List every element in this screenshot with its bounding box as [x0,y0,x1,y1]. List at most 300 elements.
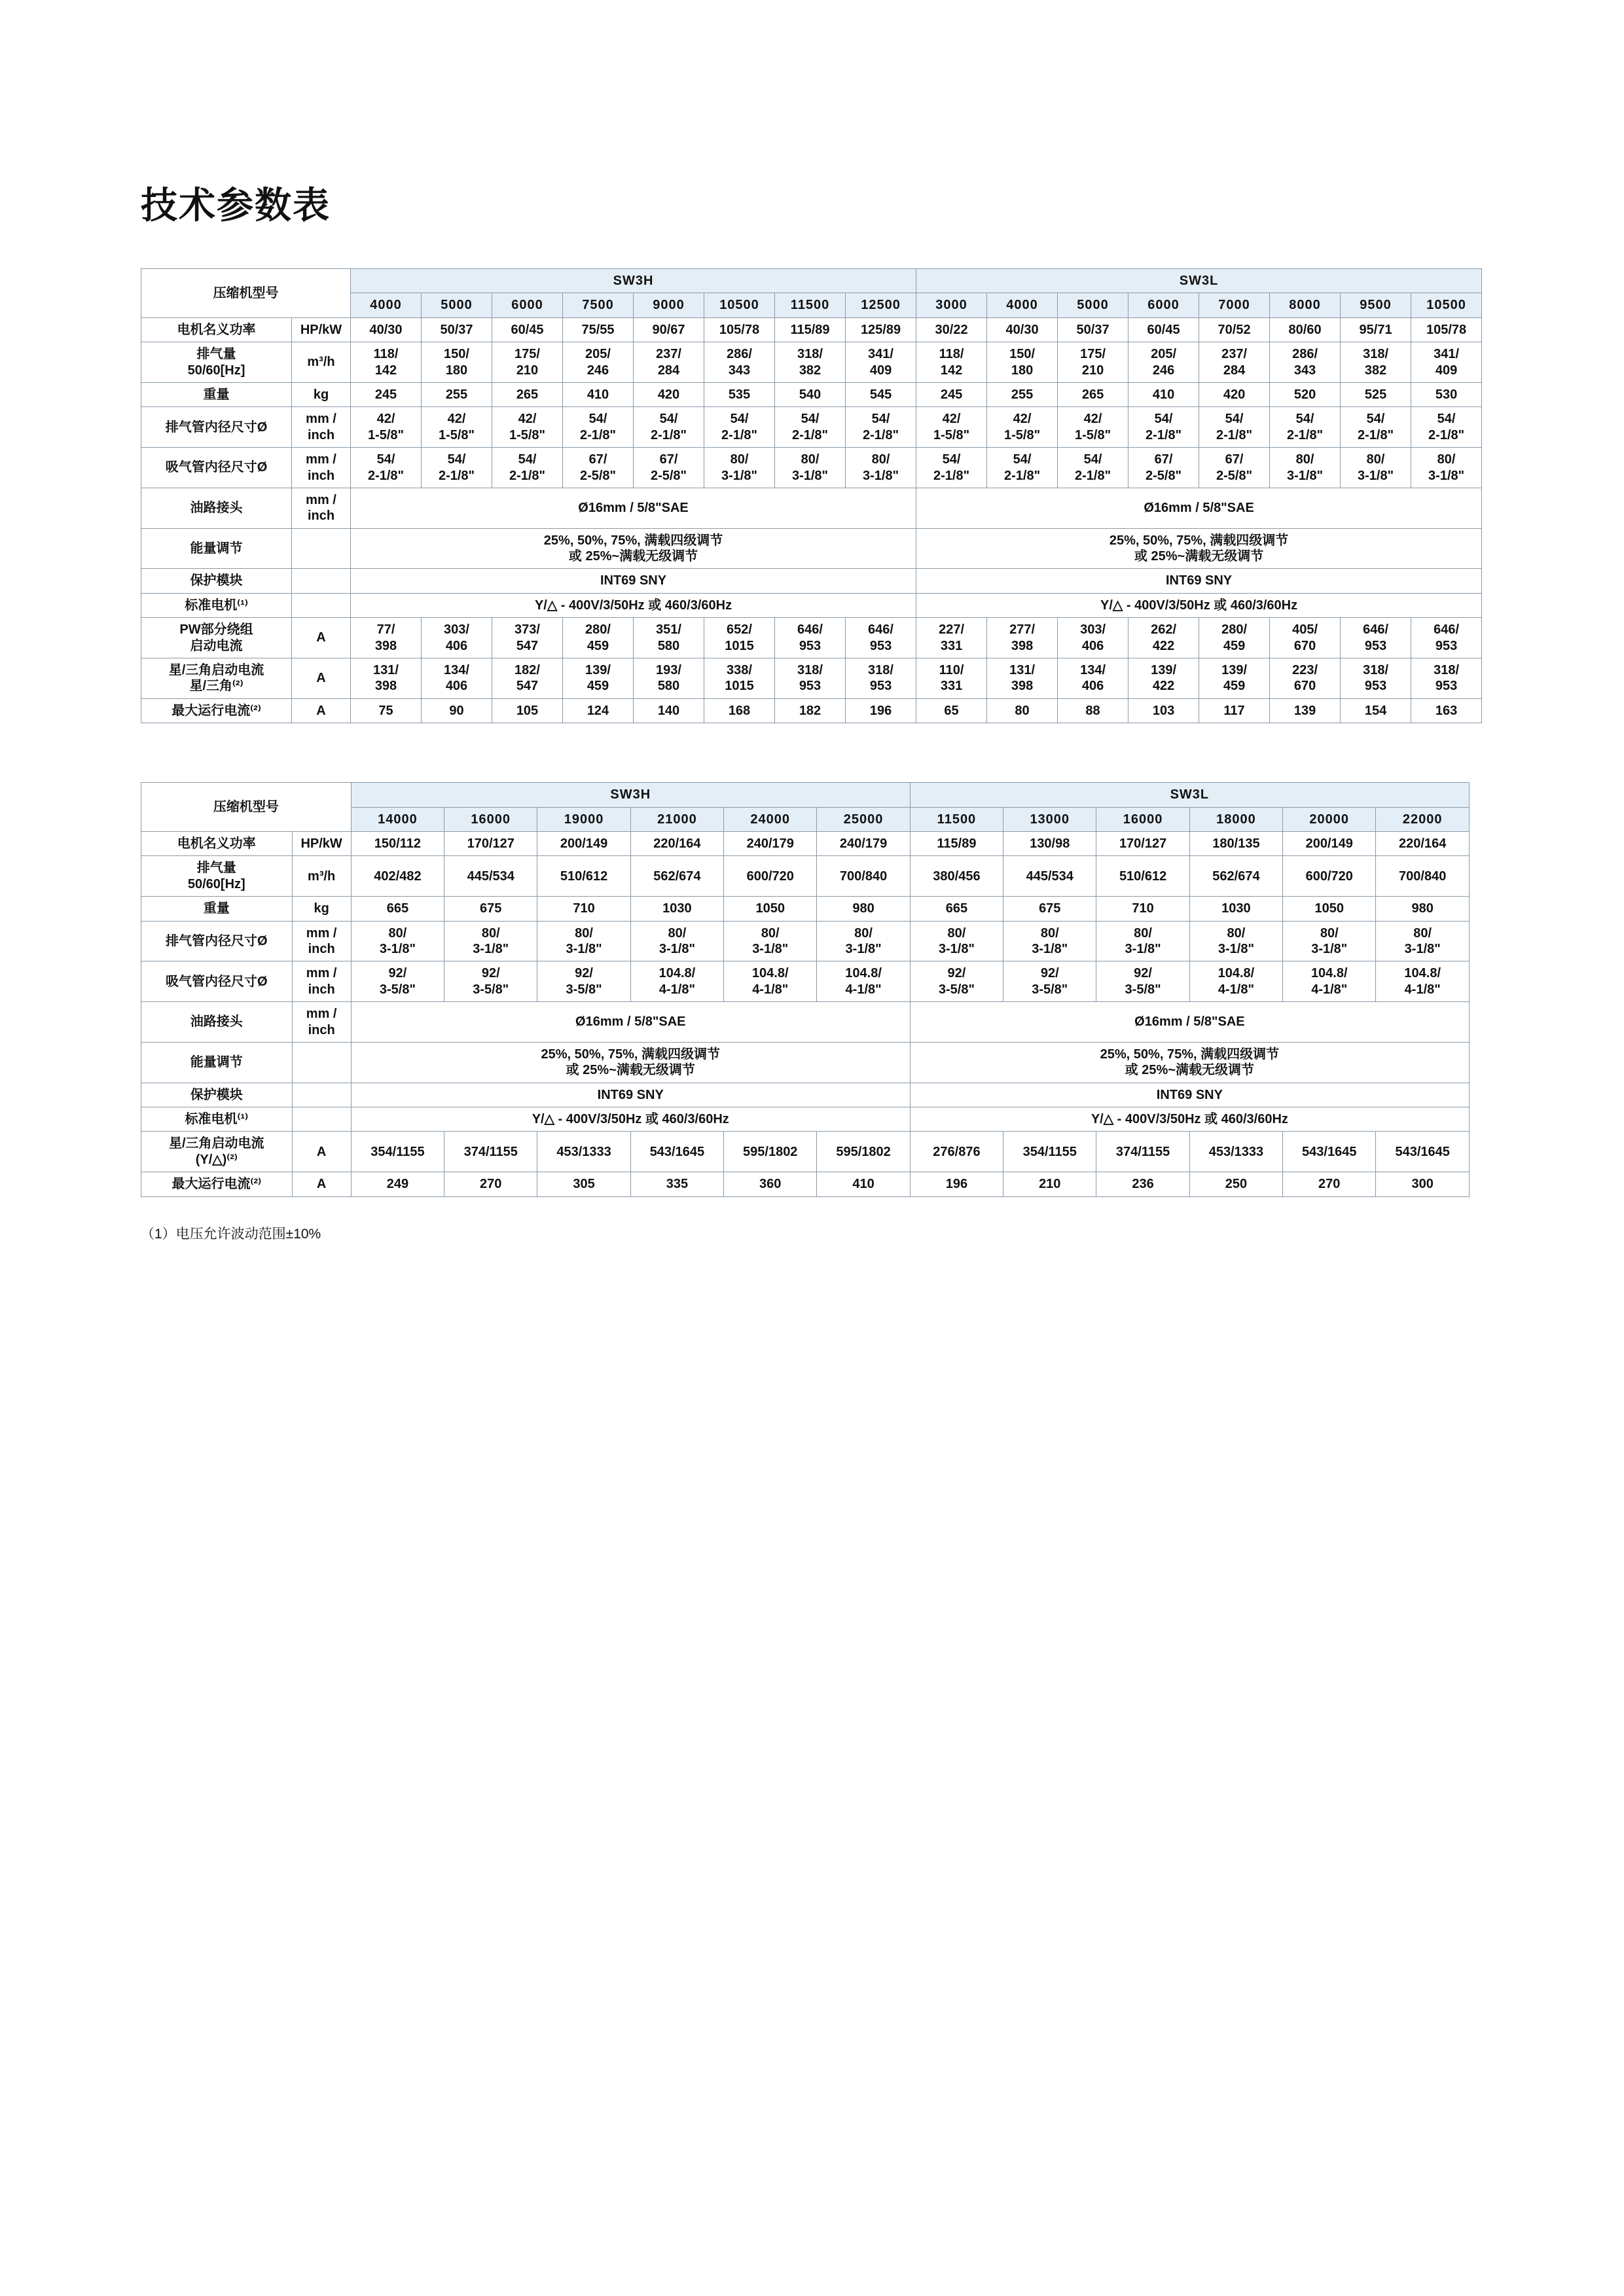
model-header: 14000 [351,807,444,831]
data-cell: 80/ 3-1/8" [537,921,630,961]
row-unit: mm / inch [292,1002,351,1043]
row-merged-value: Y/△ - 400V/3/50Hz 或 460/3/60Hz [916,593,1482,617]
data-cell: 237/ 284 [634,342,704,383]
row-label: 排气管内径尺寸Ø [141,407,292,448]
data-cell: 530 [1411,382,1482,406]
data-cell: 105/78 [704,317,775,342]
data-cell: 154 [1341,698,1411,723]
data-cell: 196 [910,1172,1003,1196]
data-cell: 236 [1096,1172,1189,1196]
data-cell: 280/ 459 [563,618,634,658]
data-cell: 286/ 343 [704,342,775,383]
data-cell: 318/ 953 [1341,658,1411,699]
row-unit: A [292,618,351,658]
table-row [141,569,1482,593]
data-cell: 92/ 3-5/8" [1096,961,1189,1002]
row-merged-value: 25%, 50%, 75%, 满载四级调节 或 25%~满载无级调节 [910,1042,1469,1083]
table-row [141,1172,1470,1196]
row-label: 重量 [141,897,293,921]
data-cell: 139/ 422 [1128,658,1199,699]
table-row [141,407,1482,448]
row-merged-value: INT69 SNY [916,569,1482,593]
data-cell: 104.8/ 4-1/8" [1283,961,1376,1002]
data-cell: 50/37 [422,317,492,342]
data-cell: 245 [916,382,987,406]
data-cell: 240/179 [724,831,817,855]
row-merged-value: 25%, 50%, 75%, 满载四级调节 或 25%~满载无级调节 [351,1042,910,1083]
model-header: 5000 [1058,293,1128,317]
data-cell: 110/ 331 [916,658,987,699]
model-header: 18000 [1189,807,1282,831]
data-cell: 150/112 [351,831,444,855]
data-cell: 510/612 [1096,856,1189,897]
data-cell: 700/840 [817,856,910,897]
model-header: 7500 [563,293,634,317]
data-cell: 410 [817,1172,910,1196]
data-cell: 562/674 [630,856,723,897]
data-cell: 710 [537,897,630,921]
data-cell: 193/ 580 [634,658,704,699]
data-cell: 410 [1128,382,1199,406]
data-cell: 223/ 670 [1270,658,1341,699]
data-cell: 595/1802 [817,1132,910,1172]
table-row [141,856,1470,897]
data-cell: 445/534 [1003,856,1096,897]
data-cell: 710 [1096,897,1189,921]
data-cell: 92/ 3-5/8" [910,961,1003,1002]
row-label: 电机名义功率 [141,317,292,342]
data-cell: 200/149 [537,831,630,855]
data-cell: 168 [704,698,775,723]
row-unit: A [292,1172,351,1196]
data-cell: 652/ 1015 [704,618,775,658]
data-cell: 270 [444,1172,537,1196]
data-cell: 118/ 142 [351,342,422,383]
data-cell: 196 [846,698,916,723]
row-unit: mm / inch [292,407,351,448]
data-cell: 42/ 1-5/8" [1058,407,1128,448]
row-label: 保护模块 [141,1083,293,1107]
data-cell: 420 [634,382,704,406]
row-label: 星/三角启动电流 星/三角⁽²⁾ [141,658,292,699]
data-cell: 131/ 398 [987,658,1058,699]
data-cell: 67/ 2-5/8" [1199,448,1270,488]
model-header: 13000 [1003,807,1096,831]
data-cell: 354/1155 [1003,1132,1096,1172]
model-header: 3000 [916,293,987,317]
spec-table-2 [141,782,1470,1196]
table-row [141,658,1482,699]
data-cell: 318/ 953 [775,658,846,699]
data-cell: 70/52 [1199,317,1270,342]
table-row [141,1132,1470,1172]
model-header: 9000 [634,293,704,317]
data-cell: 42/ 1-5/8" [351,407,422,448]
data-cell: 280/ 459 [1199,618,1270,658]
table-row [141,1083,1470,1107]
table-row [141,897,1470,921]
data-cell: 95/71 [1341,317,1411,342]
data-cell: 402/482 [351,856,444,897]
data-cell: 54/ 2-1/8" [634,407,704,448]
data-cell: 60/45 [492,317,563,342]
data-cell: 646/ 953 [1411,618,1482,658]
row-merged-value: Y/△ - 400V/3/50Hz 或 460/3/60Hz [910,1107,1469,1132]
table-row [141,1002,1470,1043]
data-cell: 175/ 210 [492,342,563,383]
data-cell: 255 [422,382,492,406]
data-cell: 80/ 3-1/8" [846,448,916,488]
data-cell: 42/ 1-5/8" [422,407,492,448]
data-cell: 54/ 2-1/8" [422,448,492,488]
data-cell: 54/ 2-1/8" [1199,407,1270,448]
row-merged-value: INT69 SNY [351,1083,910,1107]
row-label: 能量调节 [141,528,292,569]
model-header: 7000 [1199,293,1270,317]
data-cell: 90/67 [634,317,704,342]
data-cell: 303/ 406 [1058,618,1128,658]
data-cell: 318/ 382 [775,342,846,383]
data-cell: 276/876 [910,1132,1003,1172]
data-cell: 92/ 3-5/8" [351,961,444,1002]
data-cell: 80/ 3-1/8" [817,921,910,961]
data-cell: 65 [916,698,987,723]
data-cell: 80/ 3-1/8" [444,921,537,961]
model-header: 16000 [1096,807,1189,831]
data-cell: 980 [1376,897,1470,921]
table-row [141,1042,1470,1083]
data-cell: 182/ 547 [492,658,563,699]
data-cell: 305 [537,1172,630,1196]
table-row [141,698,1482,723]
data-cell: 351/ 580 [634,618,704,658]
data-cell: 139/ 459 [1199,658,1270,699]
row-unit: A [292,1132,351,1172]
data-cell: 600/720 [724,856,817,897]
data-cell: 92/ 3-5/8" [537,961,630,1002]
data-cell: 67/ 2-5/8" [563,448,634,488]
model-header: 6000 [1128,293,1199,317]
data-cell: 665 [351,897,444,921]
data-cell: 54/ 2-1/8" [1058,448,1128,488]
row-label: 能量调节 [141,1042,293,1083]
row-label: 最大运行电流⁽²⁾ [141,698,292,723]
data-cell: 543/1645 [1376,1132,1470,1172]
data-cell: 92/ 3-5/8" [1003,961,1096,1002]
data-cell: 131/ 398 [351,658,422,699]
data-cell: 130/98 [1003,831,1096,855]
row-label: 保护模块 [141,569,292,593]
row-unit: mm / inch [292,488,351,528]
data-cell: 80/ 3-1/8" [910,921,1003,961]
data-cell: 54/ 2-1/8" [492,448,563,488]
data-cell: 420 [1199,382,1270,406]
data-cell: 60/45 [1128,317,1199,342]
data-cell: 54/ 2-1/8" [916,448,987,488]
data-cell: 675 [444,897,537,921]
data-cell: 300 [1376,1172,1470,1196]
row-label: 排气量 50/60[Hz] [141,856,293,897]
row-merged-value: Y/△ - 400V/3/50Hz 或 460/3/60Hz [351,593,916,617]
data-cell: 980 [817,897,910,921]
model-header: 20000 [1283,807,1376,831]
row-label: 吸气管内径尺寸Ø [141,448,292,488]
table-row [141,593,1482,617]
table-row [141,961,1470,1002]
model-header: 12500 [846,293,916,317]
data-cell: 374/1155 [444,1132,537,1172]
footnote: （1）电压允许波动范围±10% [141,1226,321,1242]
data-cell: 237/ 284 [1199,342,1270,383]
data-cell: 341/ 409 [846,342,916,383]
data-cell: 105/78 [1411,317,1482,342]
row-label: 排气量 50/60[Hz] [141,342,292,383]
data-cell: 80/ 3-1/8" [704,448,775,488]
row-label: 电机名义功率 [141,831,293,855]
row-label: 排气管内径尺寸Ø [141,921,293,961]
data-cell: 595/1802 [724,1132,817,1172]
data-cell: 125/89 [846,317,916,342]
data-cell: 227/ 331 [916,618,987,658]
row-label: 重量 [141,382,292,406]
data-cell: 134/ 406 [422,658,492,699]
model-header: 22000 [1376,807,1470,831]
data-cell: 205/ 246 [1128,342,1199,383]
data-cell: 54/ 2-1/8" [1270,407,1341,448]
data-cell: 545 [846,382,916,406]
data-cell: 54/ 2-1/8" [1128,407,1199,448]
data-cell: 646/ 953 [775,618,846,658]
model-header: 5000 [422,293,492,317]
data-cell: 1030 [630,897,723,921]
model-header: 9500 [1341,293,1411,317]
data-cell: 543/1645 [630,1132,723,1172]
data-cell: 360 [724,1172,817,1196]
row-merged-value: Ø16mm / 5/8"SAE [910,1002,1469,1043]
data-cell: 80/ 3-1/8" [630,921,723,961]
table-row [141,921,1470,961]
data-cell: 67/ 2-5/8" [634,448,704,488]
row-label: 最大运行电流⁽²⁾ [141,1172,293,1196]
data-cell: 373/ 547 [492,618,563,658]
row-unit [292,1107,351,1132]
data-cell: 175/ 210 [1058,342,1128,383]
row-unit: kg [292,382,351,406]
table-row [141,618,1482,658]
data-cell: 245 [351,382,422,406]
data-cell: 117 [1199,698,1270,723]
data-cell: 80 [987,698,1058,723]
row-unit: m³/h [292,342,351,383]
data-cell: 255 [987,382,1058,406]
row-unit [292,593,351,617]
data-cell: 262/ 422 [1128,618,1199,658]
data-cell: 54/ 2-1/8" [704,407,775,448]
data-cell: 54/ 2-1/8" [775,407,846,448]
data-cell: 646/ 953 [846,618,916,658]
series-header-sw3l: SW3L [916,269,1482,293]
data-cell: 380/456 [910,856,1003,897]
series-header-sw3l: SW3L [910,783,1469,807]
row-merged-value: Ø16mm / 5/8"SAE [351,1002,910,1043]
row-label: 标准电机⁽¹⁾ [141,1107,293,1132]
data-cell: 75/55 [563,317,634,342]
data-cell: 1030 [1189,897,1282,921]
data-cell: 665 [910,897,1003,921]
data-cell: 240/179 [817,831,910,855]
row-label: 星/三角启动电流 (Y/△)⁽²⁾ [141,1132,293,1172]
data-cell: 277/ 398 [987,618,1058,658]
data-cell: 286/ 343 [1270,342,1341,383]
data-cell: 80/ 3-1/8" [724,921,817,961]
model-header: 10500 [1411,293,1482,317]
data-cell: 163 [1411,698,1482,723]
data-cell: 80/ 3-1/8" [351,921,444,961]
series-header-sw3h: SW3H [351,783,910,807]
row-merged-value: Ø16mm / 5/8"SAE [916,488,1482,528]
data-cell: 80/60 [1270,317,1341,342]
data-cell: 80/ 3-1/8" [775,448,846,488]
data-cell: 54/ 2-1/8" [846,407,916,448]
data-cell: 210 [1003,1172,1096,1196]
row-unit: m³/h [292,856,351,897]
model-header: 6000 [492,293,563,317]
data-cell: 410 [563,382,634,406]
data-cell: 139 [1270,698,1341,723]
row-unit: HP/kW [292,317,351,342]
model-header: 8000 [1270,293,1341,317]
data-cell: 80/ 3-1/8" [1096,921,1189,961]
table-row [141,317,1482,342]
table-row [141,342,1482,383]
model-header: 19000 [537,807,630,831]
data-cell: 104.8/ 4-1/8" [1376,961,1470,1002]
data-cell: 270 [1283,1172,1376,1196]
model-header: 21000 [630,807,723,831]
data-cell: 150/ 180 [987,342,1058,383]
data-cell: 453/1333 [537,1132,630,1172]
data-cell: 250 [1189,1172,1282,1196]
data-cell: 134/ 406 [1058,658,1128,699]
data-cell: 104.8/ 4-1/8" [630,961,723,1002]
data-cell: 220/164 [1376,831,1470,855]
data-cell: 42/ 1-5/8" [916,407,987,448]
row-unit: mm / inch [292,448,351,488]
row-unit: kg [292,897,351,921]
data-cell: 249 [351,1172,444,1196]
data-cell: 543/1645 [1283,1132,1376,1172]
data-cell: 104.8/ 4-1/8" [724,961,817,1002]
model-header: 16000 [444,807,537,831]
data-cell: 525 [1341,382,1411,406]
data-cell: 150/ 180 [422,342,492,383]
data-cell: 265 [492,382,563,406]
data-cell: 170/127 [1096,831,1189,855]
data-cell: 180/135 [1189,831,1282,855]
data-cell: 338/ 1015 [704,658,775,699]
row-unit: A [292,698,351,723]
row-unit: A [292,658,351,699]
row-merged-value: INT69 SNY [910,1083,1469,1107]
data-cell: 700/840 [1376,856,1470,897]
data-cell: 104.8/ 4-1/8" [817,961,910,1002]
row-label: 标准电机⁽¹⁾ [141,593,292,617]
data-cell: 341/ 409 [1411,342,1482,383]
data-cell: 42/ 1-5/8" [987,407,1058,448]
table-row [141,382,1482,406]
data-cell: 103 [1128,698,1199,723]
data-cell: 170/127 [444,831,537,855]
row-label: 油路接头 [141,1002,293,1043]
row-merged-value: Ø16mm / 5/8"SAE [351,488,916,528]
data-cell: 54/ 2-1/8" [351,448,422,488]
table-row [141,1107,1470,1132]
row-label: PW部分绕组 启动电流 [141,618,292,658]
data-cell: 182 [775,698,846,723]
data-cell: 535 [704,382,775,406]
data-cell: 118/ 142 [916,342,987,383]
data-cell: 77/ 398 [351,618,422,658]
data-cell: 675 [1003,897,1096,921]
model-header: 4000 [987,293,1058,317]
data-cell: 520 [1270,382,1341,406]
row-unit [292,1083,351,1107]
data-cell: 105 [492,698,563,723]
row-unit [292,569,351,593]
data-cell: 139/ 459 [563,658,634,699]
data-cell: 92/ 3-5/8" [444,961,537,1002]
data-cell: 80/ 3-1/8" [1003,921,1096,961]
data-cell: 67/ 2-5/8" [1128,448,1199,488]
model-header: 24000 [724,807,817,831]
data-cell: 354/1155 [351,1132,444,1172]
data-cell: 75 [351,698,422,723]
data-cell: 510/612 [537,856,630,897]
data-cell: 445/534 [444,856,537,897]
data-cell: 318/ 953 [846,658,916,699]
data-cell: 88 [1058,698,1128,723]
data-cell: 42/ 1-5/8" [492,407,563,448]
row-merged-value: Y/△ - 400V/3/50Hz 或 460/3/60Hz [351,1107,910,1132]
row-unit: mm / inch [292,921,351,961]
data-cell: 90 [422,698,492,723]
model-label: 压缩机型号 [141,269,351,318]
data-cell: 80/ 3-1/8" [1189,921,1282,961]
row-unit [292,1042,351,1083]
data-cell: 54/ 2-1/8" [1411,407,1482,448]
data-cell: 200/149 [1283,831,1376,855]
data-cell: 374/1155 [1096,1132,1189,1172]
data-cell: 1050 [724,897,817,921]
row-unit: mm / inch [292,961,351,1002]
data-cell: 600/720 [1283,856,1376,897]
data-cell: 405/ 670 [1270,618,1341,658]
model-header: 11500 [775,293,846,317]
data-cell: 124 [563,698,634,723]
data-cell: 646/ 953 [1341,618,1411,658]
table-row [141,488,1482,528]
data-cell: 265 [1058,382,1128,406]
data-cell: 220/164 [630,831,723,855]
data-cell: 1050 [1283,897,1376,921]
model-label: 压缩机型号 [141,783,352,832]
row-label: 吸气管内径尺寸Ø [141,961,293,1002]
data-cell: 104.8/ 4-1/8" [1189,961,1282,1002]
data-cell: 540 [775,382,846,406]
table-row [141,448,1482,488]
series-header-sw3h: SW3H [351,269,916,293]
data-cell: 80/ 3-1/8" [1411,448,1482,488]
